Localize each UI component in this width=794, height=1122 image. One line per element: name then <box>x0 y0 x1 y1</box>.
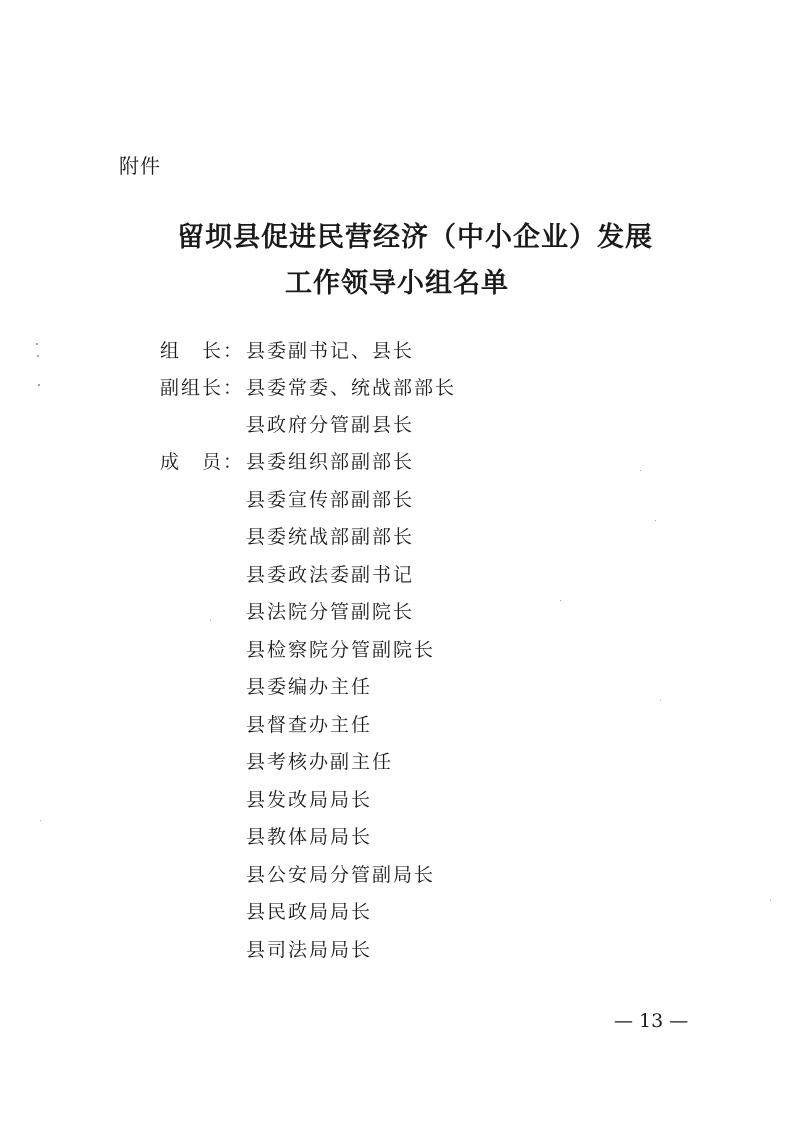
list-item: 县委统战部副部长 <box>246 526 415 548</box>
page-number: — 13 — <box>614 1010 689 1032</box>
scan-speck <box>37 355 39 357</box>
role-label-leader: 组 长： <box>160 340 245 362</box>
list-item: 县委编办主任 <box>246 676 373 698</box>
list-item: 县司法局局长 <box>246 939 373 961</box>
role-label-members: 成 员： <box>160 451 245 473</box>
list-item: 县检察院分管副院长 <box>246 639 436 661</box>
document-title-line-1: 留坝县促进民营经济（中小企业）发展 <box>177 222 653 253</box>
scan-speck <box>36 343 38 345</box>
document-title-line-2: 工作领导小组名单 <box>285 268 509 299</box>
scan-speck <box>40 820 41 821</box>
list-item: 县督查办主任 <box>246 714 373 736</box>
scan-speck <box>560 600 561 601</box>
scan-speck <box>655 520 656 521</box>
list-item: 县教体局局长 <box>246 826 373 848</box>
list-item: 县委政法委副书记 <box>246 564 415 586</box>
list-item: 县发改局局长 <box>246 789 373 811</box>
list-item: 县公安局分管副局长 <box>246 864 436 886</box>
scan-speck <box>640 470 641 471</box>
list-item: 县委组织部副部长 <box>246 451 415 473</box>
list-item: 县政府分管副县长 <box>246 414 415 436</box>
scan-speck <box>210 620 211 621</box>
list-item: 县委副书记、县长 <box>246 340 415 362</box>
scan-speck <box>38 384 40 386</box>
list-item: 县考核办副主任 <box>246 751 394 773</box>
list-item: 县法院分管副院长 <box>246 601 415 623</box>
list-item: 县民政局局长 <box>246 901 373 923</box>
list-item: 县委宣传部副部长 <box>246 489 415 511</box>
attachment-label: 附件 <box>119 154 161 178</box>
scan-speck <box>770 900 771 901</box>
role-label-deputy: 副组长： <box>160 377 245 399</box>
list-item: 县委常委、统战部部长 <box>246 377 457 399</box>
scan-speck <box>660 700 661 701</box>
